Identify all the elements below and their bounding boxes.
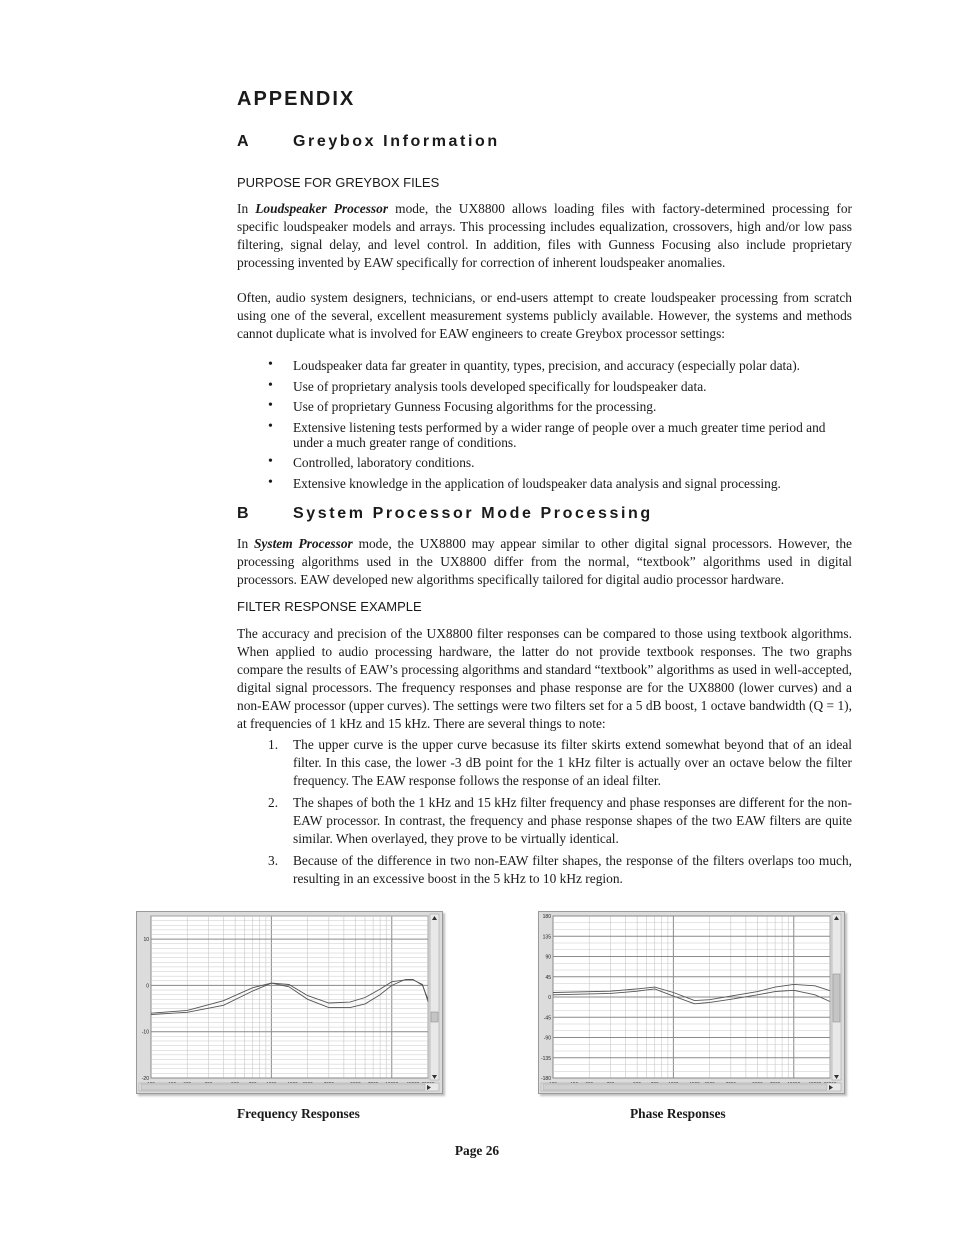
paragraph-1	[237, 200, 852, 272]
bullet-text: Loudspeaker data far greater in quantity, types, precision, and accuracy (especially polar data).	[293, 358, 800, 373]
list-number: 2.	[268, 795, 279, 810]
vertical-scroll-thumb	[833, 974, 840, 1022]
list-item	[268, 420, 852, 450]
bullet-text: Use of proprietary Gunness Focusing algorithms for the processing.	[293, 399, 657, 414]
para3-prefix: In	[237, 536, 254, 551]
section-b-letter: B	[237, 505, 252, 522]
list-item	[268, 399, 852, 414]
paragraph-4: The accuracy and precision of the UX8800 filter responses can be compared to those using textbook algorithms. When applied to audio processing hardware, the latter do not provide textbook responses. The two graphs compare the results of EAW’s processing algorithms and standard “textbook” algorithms as used in well-accepted, digital signal processors. The frequency responses and phase response are for the UX8800 (lower curves) and a non-EAW processor (upper curves). The settings were two filters set for a 5 dB boost, 1 octave bandwidth (Q = 1), at frequencies of 1 kHz and 15 kHz. There are several things to note:	[237, 626, 852, 731]
list-item	[268, 358, 852, 373]
bullet-list	[268, 358, 852, 496]
section-b-title: System Processor Mode Processing	[293, 505, 653, 522]
filter-heading: FILTER RESPONSE EXAMPLE	[237, 599, 422, 614]
para1-emphasis: Loudspeaker Processor	[255, 201, 389, 216]
para3-emphasis: System Processor	[253, 536, 353, 551]
y-tick-label: 0	[548, 995, 551, 1001]
y-tick-label: 0	[146, 983, 149, 990]
phase-response-svg	[539, 912, 844, 1093]
y-tick-label: -20	[141, 1076, 149, 1082]
vertical-scroll-thumb	[431, 1012, 438, 1022]
y-tick-label: 90	[545, 954, 551, 961]
list-item	[268, 794, 852, 848]
bullet-icon: •	[268, 418, 273, 434]
page-number: Page 26	[454, 1143, 500, 1158]
bullet-icon: •	[268, 474, 273, 490]
bullet-text: Use of proprietary analysis tools developed specifically for loudspeaker data.	[293, 378, 707, 394]
y-tick-label: -90	[543, 1035, 551, 1042]
section-a-heading	[237, 133, 500, 151]
section-a-letter: A	[237, 133, 252, 150]
bullet-icon: •	[268, 377, 273, 393]
list-number: 3.	[268, 853, 279, 868]
frequency-response-svg	[137, 912, 442, 1093]
frequency-response-chart	[136, 911, 443, 1094]
list-item	[268, 455, 852, 470]
y-tick-label: 180	[542, 914, 551, 920]
numbered-list	[268, 736, 852, 892]
bullet-icon: •	[268, 357, 273, 372]
vertical-scrollbar	[430, 914, 439, 1080]
horizontal-scroll-thumb	[543, 1084, 827, 1090]
list-number: 1.	[268, 737, 279, 752]
bullet-text: Controlled, laboratory conditions.	[293, 455, 475, 470]
y-tick-label: -10	[141, 1029, 149, 1036]
y-tick-label: -45	[543, 1015, 551, 1022]
bullet-icon: •	[268, 454, 273, 469]
section-a-title: Greybox Information	[293, 133, 500, 150]
section-b-heading	[237, 505, 653, 523]
bullet-text: Extensive listening tests performed by a wider range of people over a much greater time period and under a much greater range of conditions.	[293, 419, 826, 450]
paragraph-2: Often, audio system designers, technicians, or end-users attempt to create loudspeaker processing from scratch using one of the several, excellent measurement systems publicly available. However, the systems and methods cannot duplicate what is involved for EAW engineers to create Greybox processor settings:	[237, 290, 852, 341]
list-item	[268, 476, 852, 491]
y-tick-label: -135	[540, 1055, 551, 1062]
appendix-title: APPENDIX	[237, 88, 356, 110]
bullet-text: Extensive knowledge in the application of loudspeaker data analysis and signal processing.	[293, 475, 781, 491]
phase-response-chart	[538, 911, 845, 1094]
y-tick-label: 45	[545, 974, 551, 981]
purpose-heading: PURPOSE FOR GREYBOX FILES	[237, 175, 440, 190]
para3-rest: mode, the UX8800 may appear similar to other digital signal processors. However, the processing algorithms used in the UX8800 differ from the normal, “textbook” algorithms used in digital processors. EAW developed new algorithms specifically tailored for digital audio processor hardware.	[237, 536, 852, 587]
list-text: The upper curve is the upper curve becasuse its filter skirts extend somewhat beyond that of an ideal filter. In this case, the lower -3 dB point for the 1 kHz filter is actually over an octave below the filter frequency. The EAW response follows the response of an ideal filter.	[293, 737, 852, 788]
para1-rest: mode, the UX8800 allows loading files with factory-determined processing for specific loudspeaker models and arrays. This processing includes equalization, crossovers, high and/or low pass filtering, signal delay, and level control. In addition, files with Gunness Focusing also include proprietary processing invented by EAW specifically for correction of inherent loudspeaker anomalies.	[237, 201, 852, 270]
list-item	[268, 379, 852, 394]
horizontal-scroll-thumb	[141, 1084, 425, 1090]
phase-caption: Phase Responses	[630, 1106, 726, 1121]
paragraph-3	[237, 535, 852, 589]
frequency-caption: Frequency Responses	[237, 1106, 360, 1121]
y-tick-label: 135	[542, 934, 551, 941]
list-item	[268, 736, 852, 790]
list-item	[268, 852, 852, 888]
para1-prefix: In	[237, 201, 256, 216]
bullet-icon: •	[268, 398, 273, 413]
list-text: Because of the difference in two non-EAW filter shapes, the response of the filters overlaps too much, resulting in an excessive boost in the 5 kHz to 10 kHz region.	[293, 853, 852, 886]
y-tick-label: 10	[143, 937, 149, 944]
list-text: The shapes of both the 1 kHz and 15 kHz filter frequency and phase responses are different for the non-EAW processor. In contrast, the frequency and phase response shapes of the two EAW filters are quite similar. When overlayed, they prove to be virtually identical.	[293, 795, 852, 846]
y-tick-label: -180	[540, 1076, 551, 1082]
